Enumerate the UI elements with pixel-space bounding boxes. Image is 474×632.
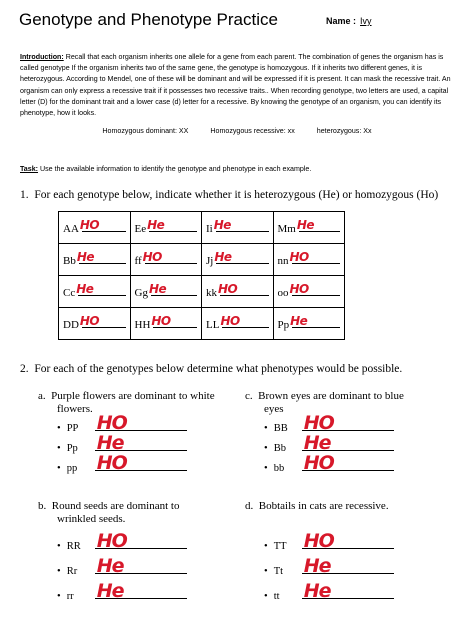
genotype-label: Ii bbox=[206, 222, 213, 235]
answer-blank[interactable] bbox=[302, 580, 394, 602]
genotype-label: tt bbox=[273, 591, 280, 602]
name-label: Name : bbox=[326, 16, 357, 26]
handwritten-answer: He bbox=[303, 555, 331, 577]
list-item bbox=[245, 555, 445, 577]
name-value: Ivy bbox=[360, 16, 372, 26]
part-line-2: flowers. bbox=[57, 402, 93, 415]
genotype-label: PP bbox=[66, 423, 79, 434]
part-letter: b. bbox=[38, 500, 47, 512]
list-item bbox=[245, 580, 445, 602]
genotype-label: kk bbox=[206, 286, 217, 299]
answer-blank[interactable] bbox=[302, 555, 394, 577]
bullet-icon: • bbox=[264, 423, 268, 434]
part-line-2: eyes bbox=[264, 402, 284, 415]
list-item bbox=[245, 530, 445, 552]
part-line-1: Round seeds are dominant to bbox=[51, 500, 180, 512]
bullet-icon: • bbox=[264, 541, 268, 552]
answer-blank[interactable] bbox=[289, 281, 341, 296]
genotype-label: DD bbox=[63, 318, 79, 331]
question-2-part bbox=[245, 390, 445, 474]
question-2-part bbox=[38, 390, 238, 474]
answer-blank[interactable] bbox=[296, 217, 340, 232]
genotype-cell bbox=[130, 276, 202, 308]
genotype-cell bbox=[273, 244, 345, 276]
handwritten-answer: HO bbox=[142, 249, 162, 264]
handwritten-answer: HO bbox=[79, 217, 100, 232]
bullet-icon: • bbox=[57, 443, 61, 454]
question-2-part bbox=[245, 500, 445, 602]
genotype-cell bbox=[59, 308, 131, 340]
answer-blank[interactable] bbox=[95, 412, 187, 434]
genotype-cell-content bbox=[134, 281, 198, 299]
answer-blank[interactable] bbox=[302, 432, 394, 454]
genotype-label: AA bbox=[63, 222, 79, 235]
answer-blank[interactable] bbox=[151, 313, 197, 328]
genotype-cell bbox=[202, 308, 274, 340]
task-instructions bbox=[20, 164, 460, 174]
definitions-row bbox=[0, 126, 474, 136]
answer-blank[interactable] bbox=[95, 452, 187, 474]
genotype-cell bbox=[202, 212, 274, 244]
genotype-label: HH bbox=[134, 318, 151, 331]
question-2-number: 2. bbox=[20, 363, 29, 375]
genotype-cell bbox=[59, 276, 131, 308]
genotype-label: ff bbox=[134, 254, 142, 267]
genotype-cell bbox=[273, 276, 345, 308]
bullet-icon: • bbox=[57, 541, 61, 552]
part-line-1: Bobtails in cats are recessive. bbox=[258, 500, 389, 512]
answer-blank[interactable] bbox=[142, 249, 197, 264]
answer-blank[interactable] bbox=[220, 313, 268, 328]
table-row bbox=[59, 276, 345, 308]
genotype-cell bbox=[202, 244, 274, 276]
list-item bbox=[38, 580, 238, 602]
handwritten-answer: HO bbox=[289, 281, 309, 296]
genotype-cell-content bbox=[277, 249, 341, 267]
handwritten-answer: He bbox=[214, 249, 232, 264]
genotype-cell bbox=[130, 308, 202, 340]
answer-blank[interactable] bbox=[289, 249, 341, 264]
genotype-cell-content bbox=[277, 281, 341, 299]
genotype-cell-content bbox=[63, 217, 126, 235]
handwritten-answer: He bbox=[290, 313, 308, 328]
genotype-cell-content bbox=[134, 217, 198, 235]
genotype-cell bbox=[130, 212, 202, 244]
bullet-icon: • bbox=[264, 463, 268, 474]
genotype-cell bbox=[202, 276, 274, 308]
handwritten-answer: HO bbox=[151, 313, 171, 328]
genotype-label: nn bbox=[277, 254, 289, 267]
part-line-1: Purple flowers are dominant to white bbox=[51, 390, 215, 402]
handwritten-answer: HO bbox=[96, 530, 127, 552]
answer-blank[interactable] bbox=[95, 580, 187, 602]
genotype-cell-content bbox=[206, 217, 269, 235]
question-2-text: For each of the genotypes below determine what phenotypes would be possible. bbox=[34, 363, 403, 375]
introduction-text: Recall that each organism inherits one allele for a gene from each parent. The combination of genes the organism has is called genotype If the organism inherits two of the same gene, the genotype is homozygous. If it inherits two different genes, it is heterozygous. According to Mendel, one of these will be dominant and will be expressed if it is present. It can mask the recessive trait. An organism can only express a recessive trait if it possesses two recessive traits.. When recording genotype, two letters are used, a capital letter (D) for the dominant trait and a lower case (d) letter for a recessive. By knowing the genotype of an organism, you can identify its phenotype, how it looks. bbox=[20, 53, 451, 118]
handwritten-answer: He bbox=[303, 580, 331, 602]
genotype-cell-content bbox=[63, 281, 126, 299]
handwritten-answer: He bbox=[147, 217, 165, 232]
handwritten-answer: HO bbox=[218, 281, 238, 296]
task-label: Task: bbox=[20, 165, 39, 173]
answer-blank[interactable] bbox=[95, 555, 187, 577]
part-heading bbox=[245, 390, 445, 403]
question-1-number: 1. bbox=[20, 189, 29, 201]
name-row bbox=[326, 15, 372, 27]
handwritten-answer: He bbox=[213, 217, 231, 232]
handwritten-answer: He bbox=[296, 217, 315, 232]
genotype-label: RR bbox=[66, 541, 81, 552]
answer-blank[interactable] bbox=[147, 217, 197, 232]
genotype-cell bbox=[273, 308, 345, 340]
answer-blank[interactable] bbox=[302, 412, 394, 434]
handwritten-answer: He bbox=[148, 281, 167, 296]
part-heading bbox=[38, 500, 238, 513]
answer-blank[interactable] bbox=[76, 281, 125, 296]
part-letter: d. bbox=[245, 500, 254, 512]
genotype-cell-content bbox=[277, 217, 341, 235]
genotype-label: Bb bbox=[63, 254, 76, 267]
list-item bbox=[38, 452, 238, 474]
handwritten-answer: HO bbox=[96, 452, 127, 474]
list-item bbox=[245, 452, 445, 474]
genotype-cell-content bbox=[206, 249, 269, 267]
genotype-label: Tt bbox=[273, 566, 284, 577]
genotype-label: oo bbox=[277, 286, 289, 299]
part-line-2: wrinkled seeds. bbox=[57, 512, 126, 525]
bullet-icon: • bbox=[264, 443, 268, 454]
answer-blank[interactable] bbox=[302, 530, 394, 552]
handwritten-answer: HO bbox=[303, 412, 334, 434]
genotype-label: TT bbox=[273, 541, 287, 552]
genotype-cell-content bbox=[63, 249, 126, 267]
genotype-cell bbox=[59, 244, 131, 276]
handwritten-answer: He bbox=[76, 281, 94, 296]
genotype-label: Pp bbox=[66, 443, 78, 454]
genotype-cell-content bbox=[63, 313, 126, 331]
genotype-cell-content bbox=[277, 313, 341, 331]
answer-blank[interactable] bbox=[290, 313, 340, 328]
question-1-text: For each genotype below, indicate whether it is heterozygous (He) or homozygous (Ho) bbox=[34, 189, 439, 201]
genotype-table bbox=[58, 211, 345, 340]
bullet-icon: • bbox=[57, 463, 61, 474]
genotype-label: Ee bbox=[134, 222, 147, 235]
bullet-icon: • bbox=[57, 591, 61, 602]
table-row bbox=[59, 244, 345, 276]
genotype-label: Rr bbox=[66, 566, 78, 577]
definition-heterozygous: heterozygous: Xx bbox=[316, 127, 372, 135]
question-1-prompt bbox=[20, 188, 438, 202]
list-item bbox=[245, 432, 445, 454]
table-row bbox=[59, 212, 345, 244]
definition-homozygous-recessive: Homozygous recessive: xx bbox=[210, 127, 295, 135]
list-item bbox=[38, 412, 238, 434]
table-row bbox=[59, 308, 345, 340]
answer-blank[interactable] bbox=[214, 249, 268, 264]
part-line-2 bbox=[245, 513, 445, 526]
page-title: Genotype and Phenotype Practice bbox=[19, 10, 278, 29]
answer-blank[interactable] bbox=[79, 313, 126, 328]
answer-blank[interactable] bbox=[148, 281, 197, 296]
handwritten-answer: HO bbox=[303, 452, 334, 474]
genotype-label: Pp bbox=[277, 318, 290, 331]
list-item bbox=[38, 530, 238, 552]
genotype-label: Cc bbox=[63, 286, 76, 299]
task-text: Use the available information to identify the genotype and phenotype in each example. bbox=[38, 165, 312, 173]
answer-blank[interactable] bbox=[95, 530, 187, 552]
genotype-label: pp bbox=[66, 463, 78, 474]
genotype-label: LL bbox=[206, 318, 220, 331]
handwritten-answer: HO bbox=[79, 313, 100, 328]
bullet-icon: • bbox=[264, 566, 268, 577]
handwritten-answer: He bbox=[76, 249, 95, 264]
answer-blank[interactable] bbox=[95, 432, 187, 454]
genotype-cell-content bbox=[134, 313, 198, 331]
answer-blank[interactable] bbox=[213, 217, 269, 232]
handwritten-answer: He bbox=[303, 432, 331, 454]
genotype-cell bbox=[59, 212, 131, 244]
genotype-cell bbox=[130, 244, 202, 276]
bullet-icon: • bbox=[264, 591, 268, 602]
answer-blank[interactable] bbox=[76, 249, 126, 264]
genotype-label: Gg bbox=[134, 286, 148, 299]
bullet-icon: • bbox=[57, 566, 61, 577]
list-item bbox=[38, 432, 238, 454]
genotype-label: bb bbox=[273, 463, 285, 474]
part-letter: a. bbox=[38, 390, 46, 402]
part-heading bbox=[245, 500, 445, 513]
bullet-icon: • bbox=[57, 423, 61, 434]
handwritten-answer: HO bbox=[220, 313, 240, 328]
genotype-label: Bb bbox=[273, 443, 286, 454]
handwritten-answer: HO bbox=[303, 530, 334, 552]
handwritten-answer: He bbox=[96, 555, 124, 577]
answer-blank[interactable] bbox=[218, 281, 269, 296]
genotype-cell bbox=[273, 212, 345, 244]
handwritten-answer: He bbox=[96, 432, 124, 454]
answer-blank[interactable] bbox=[302, 452, 394, 474]
question-2-part bbox=[38, 500, 238, 602]
introduction-paragraph bbox=[20, 52, 460, 119]
question-2-prompt bbox=[20, 362, 402, 376]
part-heading bbox=[38, 390, 238, 403]
genotype-cell-content bbox=[134, 249, 198, 267]
handwritten-answer: He bbox=[96, 580, 124, 602]
part-line-1: Brown eyes are dominant to blue bbox=[258, 390, 404, 402]
part-letter: c. bbox=[245, 390, 253, 402]
handwritten-answer: HO bbox=[96, 412, 127, 434]
definition-homozygous-dominant: Homozygous dominant: XX bbox=[102, 127, 189, 135]
list-item bbox=[38, 555, 238, 577]
genotype-cell-content bbox=[206, 313, 269, 331]
handwritten-answer: HO bbox=[289, 249, 309, 264]
introduction-label: Introduction: bbox=[20, 53, 64, 61]
list-item bbox=[245, 412, 445, 434]
genotype-label: BB bbox=[273, 423, 288, 434]
genotype-label: rr bbox=[66, 591, 74, 602]
genotype-cell-content bbox=[206, 281, 269, 299]
genotype-label: Jj bbox=[206, 254, 214, 267]
genotype-label: Mm bbox=[277, 222, 296, 235]
answer-blank[interactable] bbox=[79, 217, 126, 232]
